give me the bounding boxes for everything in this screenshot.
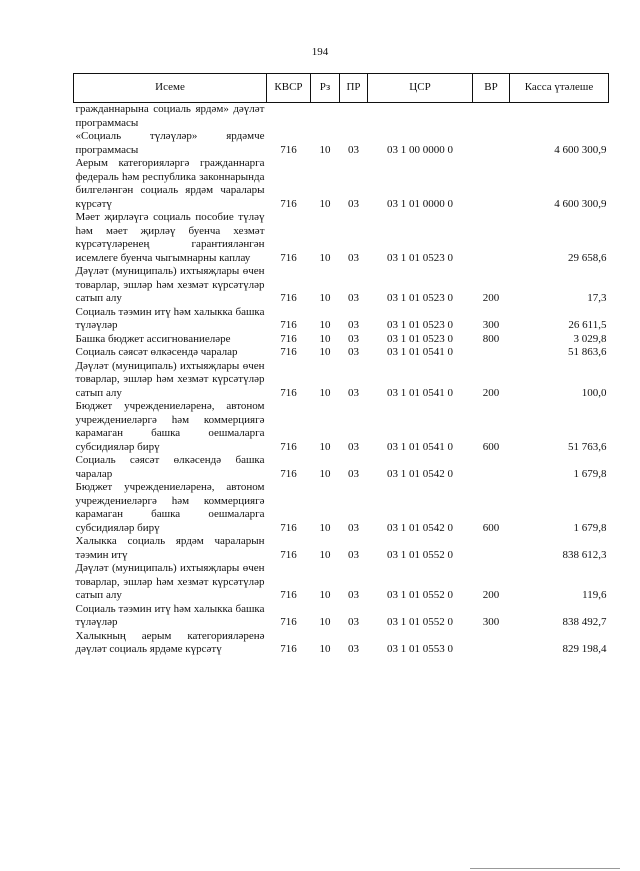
cell-pr: 03 xyxy=(348,251,359,264)
cell-csr: 03 1 01 0552 0 xyxy=(387,589,453,601)
cell-rz: 10 xyxy=(319,292,331,304)
cell-csr: 03 1 01 0523 0 xyxy=(387,292,453,304)
cell-vr xyxy=(473,103,510,131)
cell-name: Социаль тәэмин итү һәм халыкка башка түләүләр xyxy=(75,305,265,331)
cell-csr xyxy=(368,103,473,131)
cell-kvsr: 716 xyxy=(280,589,297,601)
divider-line xyxy=(470,868,620,869)
budget-table xyxy=(73,73,609,657)
cell-kvsr: 716 xyxy=(280,332,297,345)
cell-pr: 03 xyxy=(348,440,359,453)
cell-kvsr xyxy=(267,103,311,131)
table-row xyxy=(74,454,609,481)
cell-pr: 03 xyxy=(348,292,359,304)
cell-amount: 1 679,8 xyxy=(573,467,607,480)
cell-vr xyxy=(473,454,510,481)
cell-pr: 03 xyxy=(348,521,359,534)
cell-amount: 17,3 xyxy=(587,292,607,304)
cell-name: Дәүләт (муниципаль) ихтыяҗлары өчен товарлар, эшләр һәм хезмәт күрсәтүләр сатып алу xyxy=(75,359,265,399)
cell-kvsr: 716 xyxy=(280,386,297,399)
table-row xyxy=(74,333,609,347)
cell-rz: 10 xyxy=(319,332,331,345)
cell-vr: 800 xyxy=(482,332,500,345)
cell-name: «Социаль түләүләр» ярдәмче программасы xyxy=(75,130,265,156)
cell-vr: 200 xyxy=(482,589,500,601)
cell-pr: 03 xyxy=(348,643,359,655)
cell-name: Башка бюджет ассигнованиеләре xyxy=(75,332,231,345)
cell-pr: 03 xyxy=(348,332,359,345)
cell-kvsr: 716 xyxy=(280,548,297,561)
cell-name: Социаль сәясәт өлкәсендә башка чаралар xyxy=(75,454,265,480)
table-row xyxy=(74,630,609,657)
cell-kvsr: 716 xyxy=(280,251,297,264)
header-amount: Касса үтәлеше xyxy=(510,74,609,103)
cell-amount: 4 600 300,9 xyxy=(554,143,607,156)
table-row xyxy=(74,130,609,157)
table-row xyxy=(74,103,609,131)
cell-name: Бюджет учреждениеләренә, автоном учреждениеләргә һәм коммерциягә карамаган башка оешмаларга субсидияләр бирү xyxy=(75,400,265,453)
cell-rz: 10 xyxy=(319,197,331,210)
cell-vr: 600 xyxy=(482,521,500,534)
cell-csr: 03 1 01 0553 0 xyxy=(387,643,453,655)
cell-vr xyxy=(473,535,510,562)
cell-rz: 10 xyxy=(319,319,331,331)
cell-rz: 10 xyxy=(319,346,331,358)
table-row xyxy=(74,265,609,306)
cell-amount: 119,6 xyxy=(582,589,607,601)
page-number: 194 xyxy=(311,46,329,58)
cell-rz: 10 xyxy=(319,251,331,264)
cell-vr xyxy=(473,157,510,211)
header-pr: ПР xyxy=(340,74,368,103)
cell-pr xyxy=(340,103,368,131)
cell-name: Бюджет учреждениеләренә, автоном учреждениеләргә һәм коммерциягә карамаган башка оешмаларга субсидияләр бирү xyxy=(75,481,265,534)
cell-pr: 03 xyxy=(348,319,359,331)
cell-csr: 03 1 01 0541 0 xyxy=(387,440,453,453)
cell-pr: 03 xyxy=(348,386,359,399)
cell-kvsr: 716 xyxy=(280,616,297,628)
cell-vr xyxy=(473,211,510,265)
cell-csr: 03 1 01 0541 0 xyxy=(387,386,453,399)
table-row xyxy=(74,346,609,360)
cell-pr: 03 xyxy=(348,616,359,628)
cell-name: гражданнарына социаль ярдәм» дәүләт программасы xyxy=(75,103,265,129)
header-name: Исеме xyxy=(74,74,267,103)
header-csr: ЦСР xyxy=(368,74,473,103)
cell-name: Социаль тәэмин итү һәм халыкка башка түләүләр xyxy=(75,602,265,628)
header-vr: ВР xyxy=(473,74,510,103)
cell-kvsr: 716 xyxy=(280,143,297,156)
cell-amount: 3 029,8 xyxy=(573,332,607,345)
cell-kvsr: 716 xyxy=(280,643,297,655)
cell-name: Мәет җирләүгә социаль пособие түләү һәм мәет җирләү буенча хезмәт күрсәтүләренең гарантияләнгән исемлеге буенча чыгымнарны каплау xyxy=(75,211,265,264)
cell-pr: 03 xyxy=(348,548,359,561)
cell-kvsr: 716 xyxy=(280,346,297,358)
cell-csr: 03 1 01 0552 0 xyxy=(387,548,453,561)
table-row xyxy=(74,157,609,211)
cell-amount xyxy=(510,103,609,131)
cell-csr: 03 1 01 0523 0 xyxy=(387,251,453,264)
cell-amount: 29 658,6 xyxy=(568,251,607,264)
cell-rz: 10 xyxy=(319,643,331,655)
table-row xyxy=(74,306,609,333)
cell-csr: 03 1 00 0000 0 xyxy=(387,143,453,156)
cell-vr xyxy=(473,346,510,360)
cell-kvsr: 716 xyxy=(280,440,297,453)
cell-vr: 300 xyxy=(482,616,500,628)
cell-csr: 03 1 01 0542 0 xyxy=(387,467,453,480)
cell-csr: 03 1 01 0000 0 xyxy=(387,197,453,210)
cell-pr: 03 xyxy=(348,467,359,480)
table-row xyxy=(74,400,609,454)
cell-rz: 10 xyxy=(319,548,331,561)
cell-vr: 200 xyxy=(482,292,500,304)
cell-name: Халыкның аерым категорияләренә дәүләт социаль ярдәме күрсәтү xyxy=(75,629,265,655)
cell-vr xyxy=(473,130,510,157)
table-row xyxy=(74,360,609,401)
cell-vr: 300 xyxy=(482,319,500,331)
cell-kvsr: 716 xyxy=(280,521,297,534)
table-row xyxy=(74,562,609,603)
cell-rz: 10 xyxy=(319,589,331,601)
cell-kvsr: 716 xyxy=(280,197,297,210)
cell-rz: 10 xyxy=(319,386,331,399)
cell-pr: 03 xyxy=(348,589,359,601)
cell-amount: 51 863,6 xyxy=(568,346,607,358)
cell-name: Дәүләт (муниципаль) ихтыяҗлары өчен товарлар, эшләр һәм хезмәт күрсәтүләр сатып алу xyxy=(75,265,265,304)
cell-csr: 03 1 01 0542 0 xyxy=(387,521,453,534)
cell-csr: 03 1 01 0552 0 xyxy=(387,616,453,628)
cell-kvsr: 716 xyxy=(280,292,297,304)
cell-rz: 10 xyxy=(319,440,331,453)
cell-rz: 10 xyxy=(319,521,331,534)
cell-pr: 03 xyxy=(348,143,359,156)
cell-amount: 1 679,8 xyxy=(573,521,607,534)
cell-rz: 10 xyxy=(319,143,331,156)
cell-amount: 26 611,5 xyxy=(568,319,607,331)
cell-name: Социаль сәясәт өлкәсендә чаралар xyxy=(75,346,238,358)
cell-kvsr: 716 xyxy=(280,467,297,480)
cell-kvsr: 716 xyxy=(280,319,297,331)
cell-name: Аерым категорияләргә гражданнарга федераль һәм республика законнарында билгеләнгән социаль ярдәм чаралары күрсәтү xyxy=(75,157,265,210)
header-rz: Рз xyxy=(311,74,340,103)
cell-pr: 03 xyxy=(348,346,359,358)
cell-vr: 600 xyxy=(482,440,500,453)
cell-csr: 03 1 01 0523 0 xyxy=(387,332,453,345)
cell-amount: 838 492,7 xyxy=(562,616,607,628)
cell-name: Дәүләт (муниципаль) ихтыяҗлары өчен товарлар, эшләр һәм хезмәт күрсәтүләр сатып алу xyxy=(75,562,265,601)
cell-csr: 03 1 01 0523 0 xyxy=(387,319,453,331)
table-row xyxy=(74,481,609,535)
cell-rz: 10 xyxy=(319,616,331,628)
cell-rz: 10 xyxy=(319,467,331,480)
cell-amount: 829 198,4 xyxy=(562,643,607,655)
table-body xyxy=(74,103,609,657)
cell-vr: 200 xyxy=(482,386,500,399)
cell-rz xyxy=(311,103,340,131)
table-row xyxy=(74,211,609,265)
cell-pr: 03 xyxy=(348,197,359,210)
cell-amount: 838 612,3 xyxy=(562,548,607,561)
cell-amount: 100,0 xyxy=(581,386,607,399)
table-header-row xyxy=(74,74,609,103)
cell-amount: 51 763,6 xyxy=(568,440,607,453)
cell-vr xyxy=(473,630,510,657)
table-row xyxy=(74,535,609,562)
header-kvsr: КВСР xyxy=(267,74,311,103)
cell-csr: 03 1 01 0541 0 xyxy=(387,346,453,358)
cell-name: Халыкка социаль ярдәм чараларын тәэмин итү xyxy=(75,535,265,561)
cell-amount: 4 600 300,9 xyxy=(554,197,607,210)
table-row xyxy=(74,603,609,630)
